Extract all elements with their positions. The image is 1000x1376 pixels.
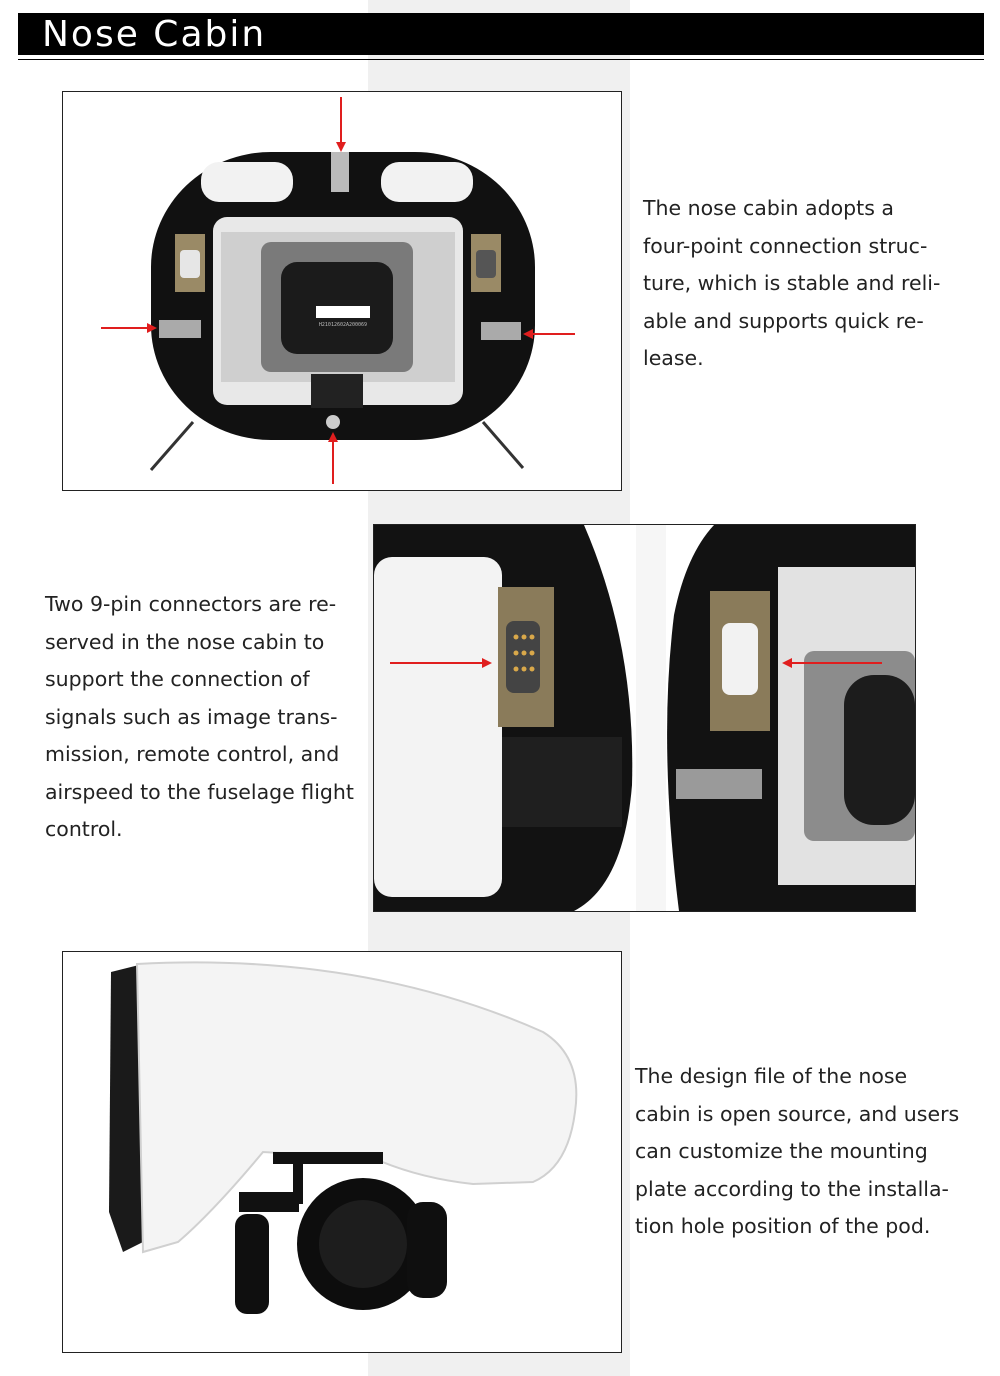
caption-line: The nose cabin adopts a — [643, 196, 894, 220]
caption-line: The design file of the nose — [635, 1064, 908, 1088]
caption-line: served in the nose cabin to — [45, 629, 325, 654]
caption-line: four-point connection struc- — [643, 233, 928, 258]
page-title: Nose Cabin — [42, 14, 267, 55]
connector-closeup-illustration — [374, 525, 915, 911]
caption-line: support the connection of — [45, 667, 310, 691]
caption-line: can customize the mounting — [635, 1139, 928, 1163]
caption-line: control. — [45, 817, 123, 841]
caption-line: Two 9-pin connectors are re- — [45, 592, 337, 616]
caption-line: signals such as image trans- — [45, 704, 338, 729]
caption-line: lease. — [643, 346, 704, 370]
caption-line: plate according to the installa- — [635, 1176, 949, 1201]
title-divider — [18, 59, 984, 60]
caption-line: cabin is open source, and users — [635, 1101, 960, 1126]
caption-9pin-connectors — [45, 586, 354, 849]
title-bar — [18, 13, 984, 55]
camera-serial-label: H21012602A200069 — [318, 322, 368, 328]
caption-open-source-design — [635, 1058, 959, 1246]
nose-cabin-front-photo — [62, 91, 622, 491]
nose-cabin-side-render — [62, 951, 622, 1353]
caption-line: airspeed to the fuselage flight — [45, 779, 354, 804]
caption-connection-structure — [643, 190, 940, 378]
caption-line: mission, remote control, and — [45, 742, 340, 766]
caption-line: able and supports quick re- — [643, 308, 924, 333]
connector-closeup-photo — [373, 524, 916, 912]
nose-cabin-front-illustration — [63, 92, 621, 490]
caption-line: tion hole position of the pod. — [635, 1214, 931, 1238]
caption-line: ture, which is stable and reli- — [643, 271, 941, 295]
nose-cabin-side-illustration — [63, 952, 621, 1352]
